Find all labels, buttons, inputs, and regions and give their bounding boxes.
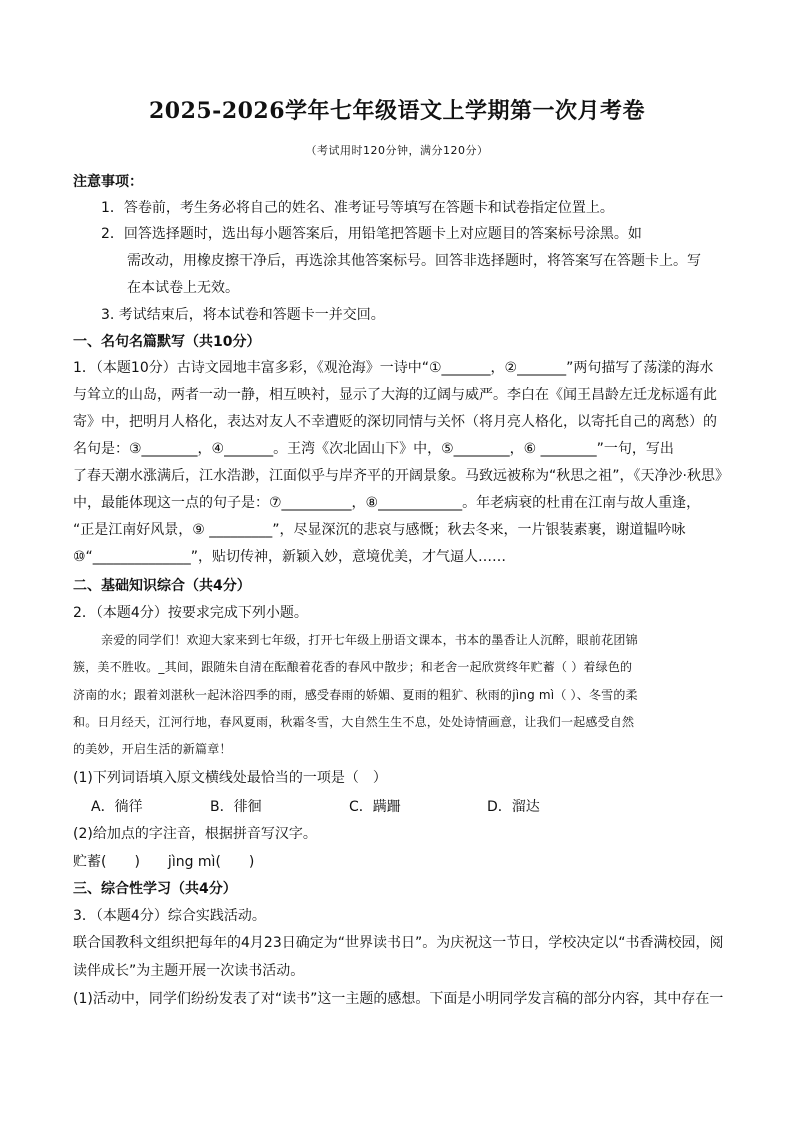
section-heading: 一、名句名篇默写（共10分） [73, 334, 261, 350]
question-3-line: 联合国教科文组织把每年的4月23日确定为“世界读书日”。为庆祝这一节日，学校决定以“书香满校园，阅 [73, 935, 724, 951]
question-1-line: 1．（本题10分）古诗文园地丰富多彩，《观沧海》一诗中“①_______，②_______”两句描写了荡漾的海水 [73, 360, 714, 376]
passage-line: 和。日月经天，江河行地，春风夏雨，秋霜冬雪，大自然生生不息，处处诗情画意，让我们一起感受自然 [73, 715, 635, 729]
option-b[interactable]: B．徘徊 [210, 799, 262, 815]
sub-question-1: (1)下列词语填入原文横线处最恰当的一项是（ ） [73, 770, 387, 786]
notice-item: 2．回答选择题时，选出每小题答案后，用铅笔把答题卡上对应题目的答案标号涂黑。如 [101, 226, 642, 242]
question-1-line: 寄》中，把明月人格化，表达对友人不幸遭贬的深切同情与关怀（将月亮人格化，以寄托自己的离愁）的 [73, 414, 717, 430]
sub-question-2: (2)给加点的字注音，根据拼音写汉字。 [73, 826, 317, 842]
question-2-line: 2．（本题4分）按要求完成下列小题。 [73, 605, 308, 621]
question-1-line: 中，最能体现这一点的句子是：⑦__________，⑧____________。年老病衰的杜甫在江南与故人重逢， [73, 495, 701, 511]
question-1-line: “正是江南好风景，⑨ _________”，尽显深沉的悲哀与感慨；秋去冬来，一片银装素裹，谢道韫吟咏 [73, 522, 686, 538]
passage-line: 的美妙，开启生活的新篇章！ [73, 742, 232, 756]
question-1-line: 名句是：③________，④_______。王湾《次北固山下》中，⑤________，⑥ ________”一句，写出 [73, 441, 674, 457]
exam-subtitle: （考试用时120分钟，满分120分） [305, 144, 489, 157]
notice-item: 1．答卷前，考生务必将自己的姓名、准考证号等填写在答题卡和试卷指定位置上。 [101, 200, 614, 216]
question-1-line: ⑩“______________”，贴切传神，新颖入妙，意境优美，才气逼人…… [73, 549, 507, 565]
section-heading: 三、综合性学习（共4分） [73, 881, 237, 897]
question-3-line: 3．（本题4分）综合实践活动。 [73, 908, 266, 924]
notice-item: 在本试卷上无效。 [127, 280, 239, 296]
question-1-line: 与耸立的山岛，两者一动一静，相互映衬，显示了大海的辽阔与威严。李白在《闻王昌龄左迁龙标遥有此 [73, 387, 717, 403]
notice-heading: 注意事项： [73, 174, 143, 190]
question-3-line: 读伴成长”为主题开展一次读书活动。 [73, 963, 305, 979]
passage-line: 济南的水；跟着刘湛秋一起沐浴四季的雨，感受春雨的娇媚、夏雨的粗犷、秋雨的jìng mì（ ）、冬雪的柔 [73, 688, 638, 702]
passage-line: 亲爱的同学们！欢迎大家来到七年级，打开七年级上册语文课本，书本的墨香让人沉醉，眼前花团锦 [101, 633, 638, 647]
question-1-line: 了春天潮水涨满后，江水浩渺，江面似乎与岸齐平的开阔景象。马致远被称为“秋思之祖”，《天净沙·秋思》 [73, 468, 729, 484]
option-a[interactable]: A．徜徉 [91, 799, 143, 815]
question-3-line: (1)活动中，同学们纷纷发表了对“读书”这一主题的感想。下面是小明同学发言稿的部分内容，其中存在一 [73, 991, 724, 1007]
sub-question-2-answer: 贮蓄( ) jìng mì( ) [73, 854, 255, 870]
notice-item: 需改动，用橡皮擦干净后，再选涂其他答案标号。回答非选择题时，将答案写在答题卡上。写 [127, 253, 701, 269]
notice-item: 3. 考试结束后，将本试卷和答题卡一并交回。 [101, 307, 385, 323]
option-c[interactable]: C．蹒跚 [349, 799, 401, 815]
exam-title: 2025-2026学年七年级语文上学期第一次月考卷 [148, 98, 646, 124]
section-heading: 二、基础知识综合（共4分） [73, 578, 251, 594]
passage-line: 簇，美不胜收。_其间，跟随朱自清在酝酿着花香的春风中散步；和老舍一起欣赏终年贮蓄（ ）着绿色的 [73, 660, 633, 674]
option-d[interactable]: D．溜达 [487, 799, 540, 815]
